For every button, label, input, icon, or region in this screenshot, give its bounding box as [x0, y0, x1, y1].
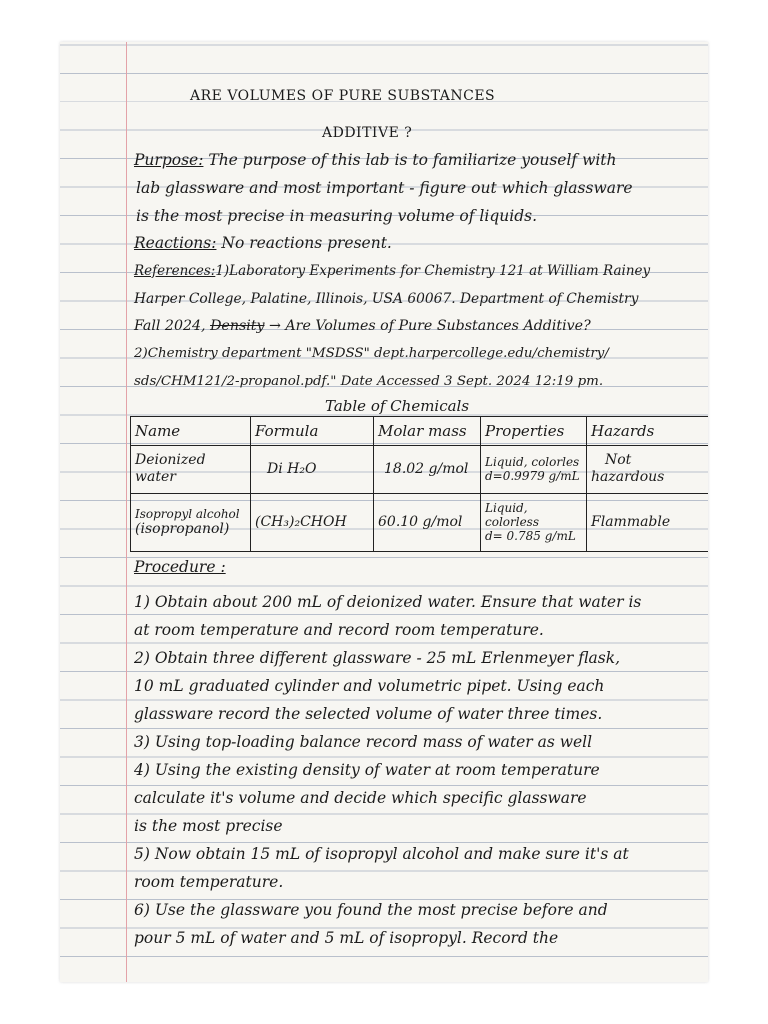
procedure-line: pour 5 mL of water and 5 mL of isopropyl. Record the — [134, 929, 559, 947]
procedure-line: glassware record the selected volume of water three times. — [134, 705, 603, 723]
name-line-1: Deionized — [135, 452, 206, 469]
cell-hazards — [587, 493, 709, 551]
page-title-line-1: ARE VOLUMES OF PURE SUBSTANCES — [190, 88, 496, 104]
margin-line — [126, 42, 127, 982]
header-formula: Formula — [251, 417, 374, 446]
table-caption: Table of Chemicals — [325, 397, 470, 415]
procedure-line: 2) Obtain three different glassware - 25 mL Erlenmeyer flask, — [134, 649, 621, 667]
name-line-1: Isopropyl alcohol — [135, 506, 240, 521]
purpose-line-3: is the most precise in measuring volume of liquids. — [136, 207, 538, 225]
references-line-1 — [134, 261, 650, 281]
purpose-text-1: The purpose of this lab is to familiarize youself with — [203, 151, 617, 169]
header-hazards: Hazards — [587, 417, 709, 446]
references-label: References: — [134, 263, 216, 279]
header-molar-mass: Molar mass — [374, 417, 481, 446]
purpose-label: Purpose: — [134, 151, 204, 169]
references-text-1: 1)Laboratory Experiments for Chemistry 121 at William Rainey — [215, 263, 651, 279]
table-row — [131, 493, 709, 551]
procedure-label: Procedure : — [134, 558, 226, 576]
purpose-line-2: lab glassware and most important - figure out which glassware — [136, 179, 633, 197]
cell-name — [131, 446, 251, 494]
procedure-line: 3) Using top-loading balance record mass of water as well — [134, 733, 593, 751]
procedure-line: 10 mL graduated cylinder and volumetric pipet. Using each — [134, 677, 605, 695]
header-name: Name — [131, 417, 251, 446]
name-line-2: water — [135, 469, 176, 486]
references-text-3a: Fall 2024, — [134, 318, 211, 334]
procedure-line: 6) Use the glassware you found the most precise before and — [134, 901, 608, 919]
page-title-line-2: ADDITIVE ? — [322, 125, 413, 141]
hazards-line-1: Not — [605, 452, 632, 469]
references-struck-word: Density — [210, 318, 265, 334]
cell-molar-mass: 18.02 g/mol — [374, 446, 481, 494]
reactions-label: Reactions: — [134, 234, 217, 252]
table-row — [131, 446, 709, 494]
procedure-line: at room temperature and record room temperature. — [134, 621, 544, 639]
header-properties: Properties — [481, 417, 587, 446]
references-line-4: 2)Chemistry department "MSDSS" dept.harpercollege.edu/chemistry/ — [134, 346, 609, 361]
procedure-line: room temperature. — [134, 873, 284, 891]
reactions-text: No reactions present. — [216, 234, 392, 252]
chemicals-table — [130, 416, 708, 552]
references-line-3 — [134, 316, 591, 336]
procedure-line: 4) Using the existing density of water at room temperature — [134, 761, 600, 779]
procedure-line: calculate it's volume and decide which specific glassware — [134, 789, 587, 807]
reactions-line — [134, 233, 392, 253]
properties-line-1: Liquid, colorles — [485, 455, 580, 470]
properties-line-1: Liquid, colorless — [485, 501, 539, 530]
purpose-line-1 — [134, 150, 617, 170]
cell-formula: (CH₃)₂CHOH — [251, 493, 374, 551]
name-line-2: (isopropanol) — [135, 520, 230, 537]
table-header-row — [131, 417, 709, 446]
properties-line-2: d=0.9979 g/mL — [485, 469, 580, 484]
hazards-line-1: Flammable — [591, 513, 671, 530]
cell-properties — [481, 446, 587, 494]
procedure-line: 5) Now obtain 15 mL of isopropyl alcohol and make sure it's at — [134, 845, 629, 863]
cell-name — [131, 493, 251, 551]
references-text-3b: → Are Volumes of Pure Substances Additive? — [264, 318, 591, 334]
cell-molar-mass: 60.10 g/mol — [374, 493, 481, 551]
properties-line-2: d= 0.785 g/mL — [485, 529, 576, 544]
procedure-line: 1) Obtain about 200 mL of deionized water. Ensure that water is — [134, 593, 642, 611]
procedure-line: is the most precise — [134, 817, 283, 835]
cell-formula: Di H₂O — [251, 446, 374, 494]
notebook-page — [60, 42, 708, 982]
hazards-line-2: hazardous — [591, 469, 665, 486]
references-line-2: Harper College, Palatine, Illinois, USA 60067. Department of Chemistry — [134, 291, 639, 307]
references-line-5: sds/CHM121/2-propanol.pdf." Date Accessed 3 Sept. 2024 12:19 pm. — [134, 374, 604, 389]
cell-properties — [481, 493, 587, 551]
cell-hazards — [587, 446, 709, 494]
